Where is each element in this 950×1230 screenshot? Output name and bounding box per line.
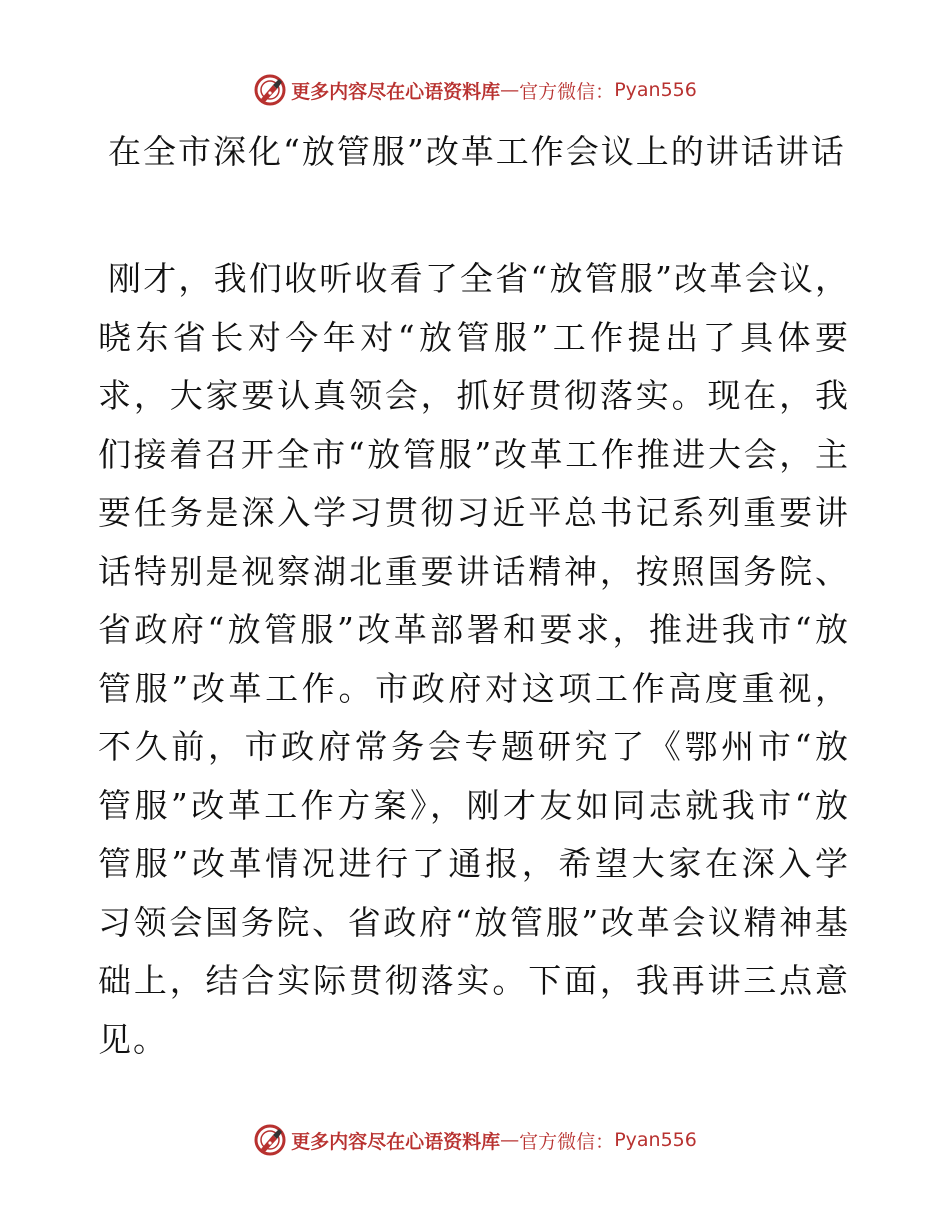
header-watermark [0,70,950,110]
footer-watermark [0,1120,950,1160]
pen-nib-logo-icon [253,73,287,107]
watermark-wechat-id: Pyan556 [614,1129,697,1151]
watermark-wechat-id: Pyan556 [614,79,697,101]
watermark-label: 官方微信： [519,1130,615,1153]
pen-nib-logo-icon [253,1123,287,1157]
body-paragraph: 刚才，我们收听收看了全省“放管服”改革会议，晓东省长对今年对“放管服”工作提出了具体要求，大家要认真领会，抓好贯彻落实。现在，我们接着召开全市“放管服”改革工作推进大会，主要任务是深入学习贯彻习近平总书记系列重要讲话特别是视察湖北重要讲话精神，按照国务院、省政府“放管服”改革部署和要求，推进我市“放管服”改革工作。市政府对这项工作高度重视，不久前，市政府常务会专题研究了《鄂州市“放管服”改革工作方案》，刚才友如同志就我市“放管服”改革情况进行了通报，希望大家在深入学习领会国务院、省政府“放管服”改革会议精神基础上，结合实际贯彻落实。下面，我再讲三点意见。 [98,259,850,1059]
watermark-separator: — [500,79,520,101]
watermark-separator: — [500,1129,520,1151]
watermark-text: 更多内容尽在心语资料库 [291,1130,501,1153]
watermark-label: 官方微信： [519,80,615,103]
watermark-text: 更多内容尽在心语资料库 [291,80,501,103]
document-title: 在全市深化“放管服”改革工作会议上的讲话讲话 [108,132,846,171]
